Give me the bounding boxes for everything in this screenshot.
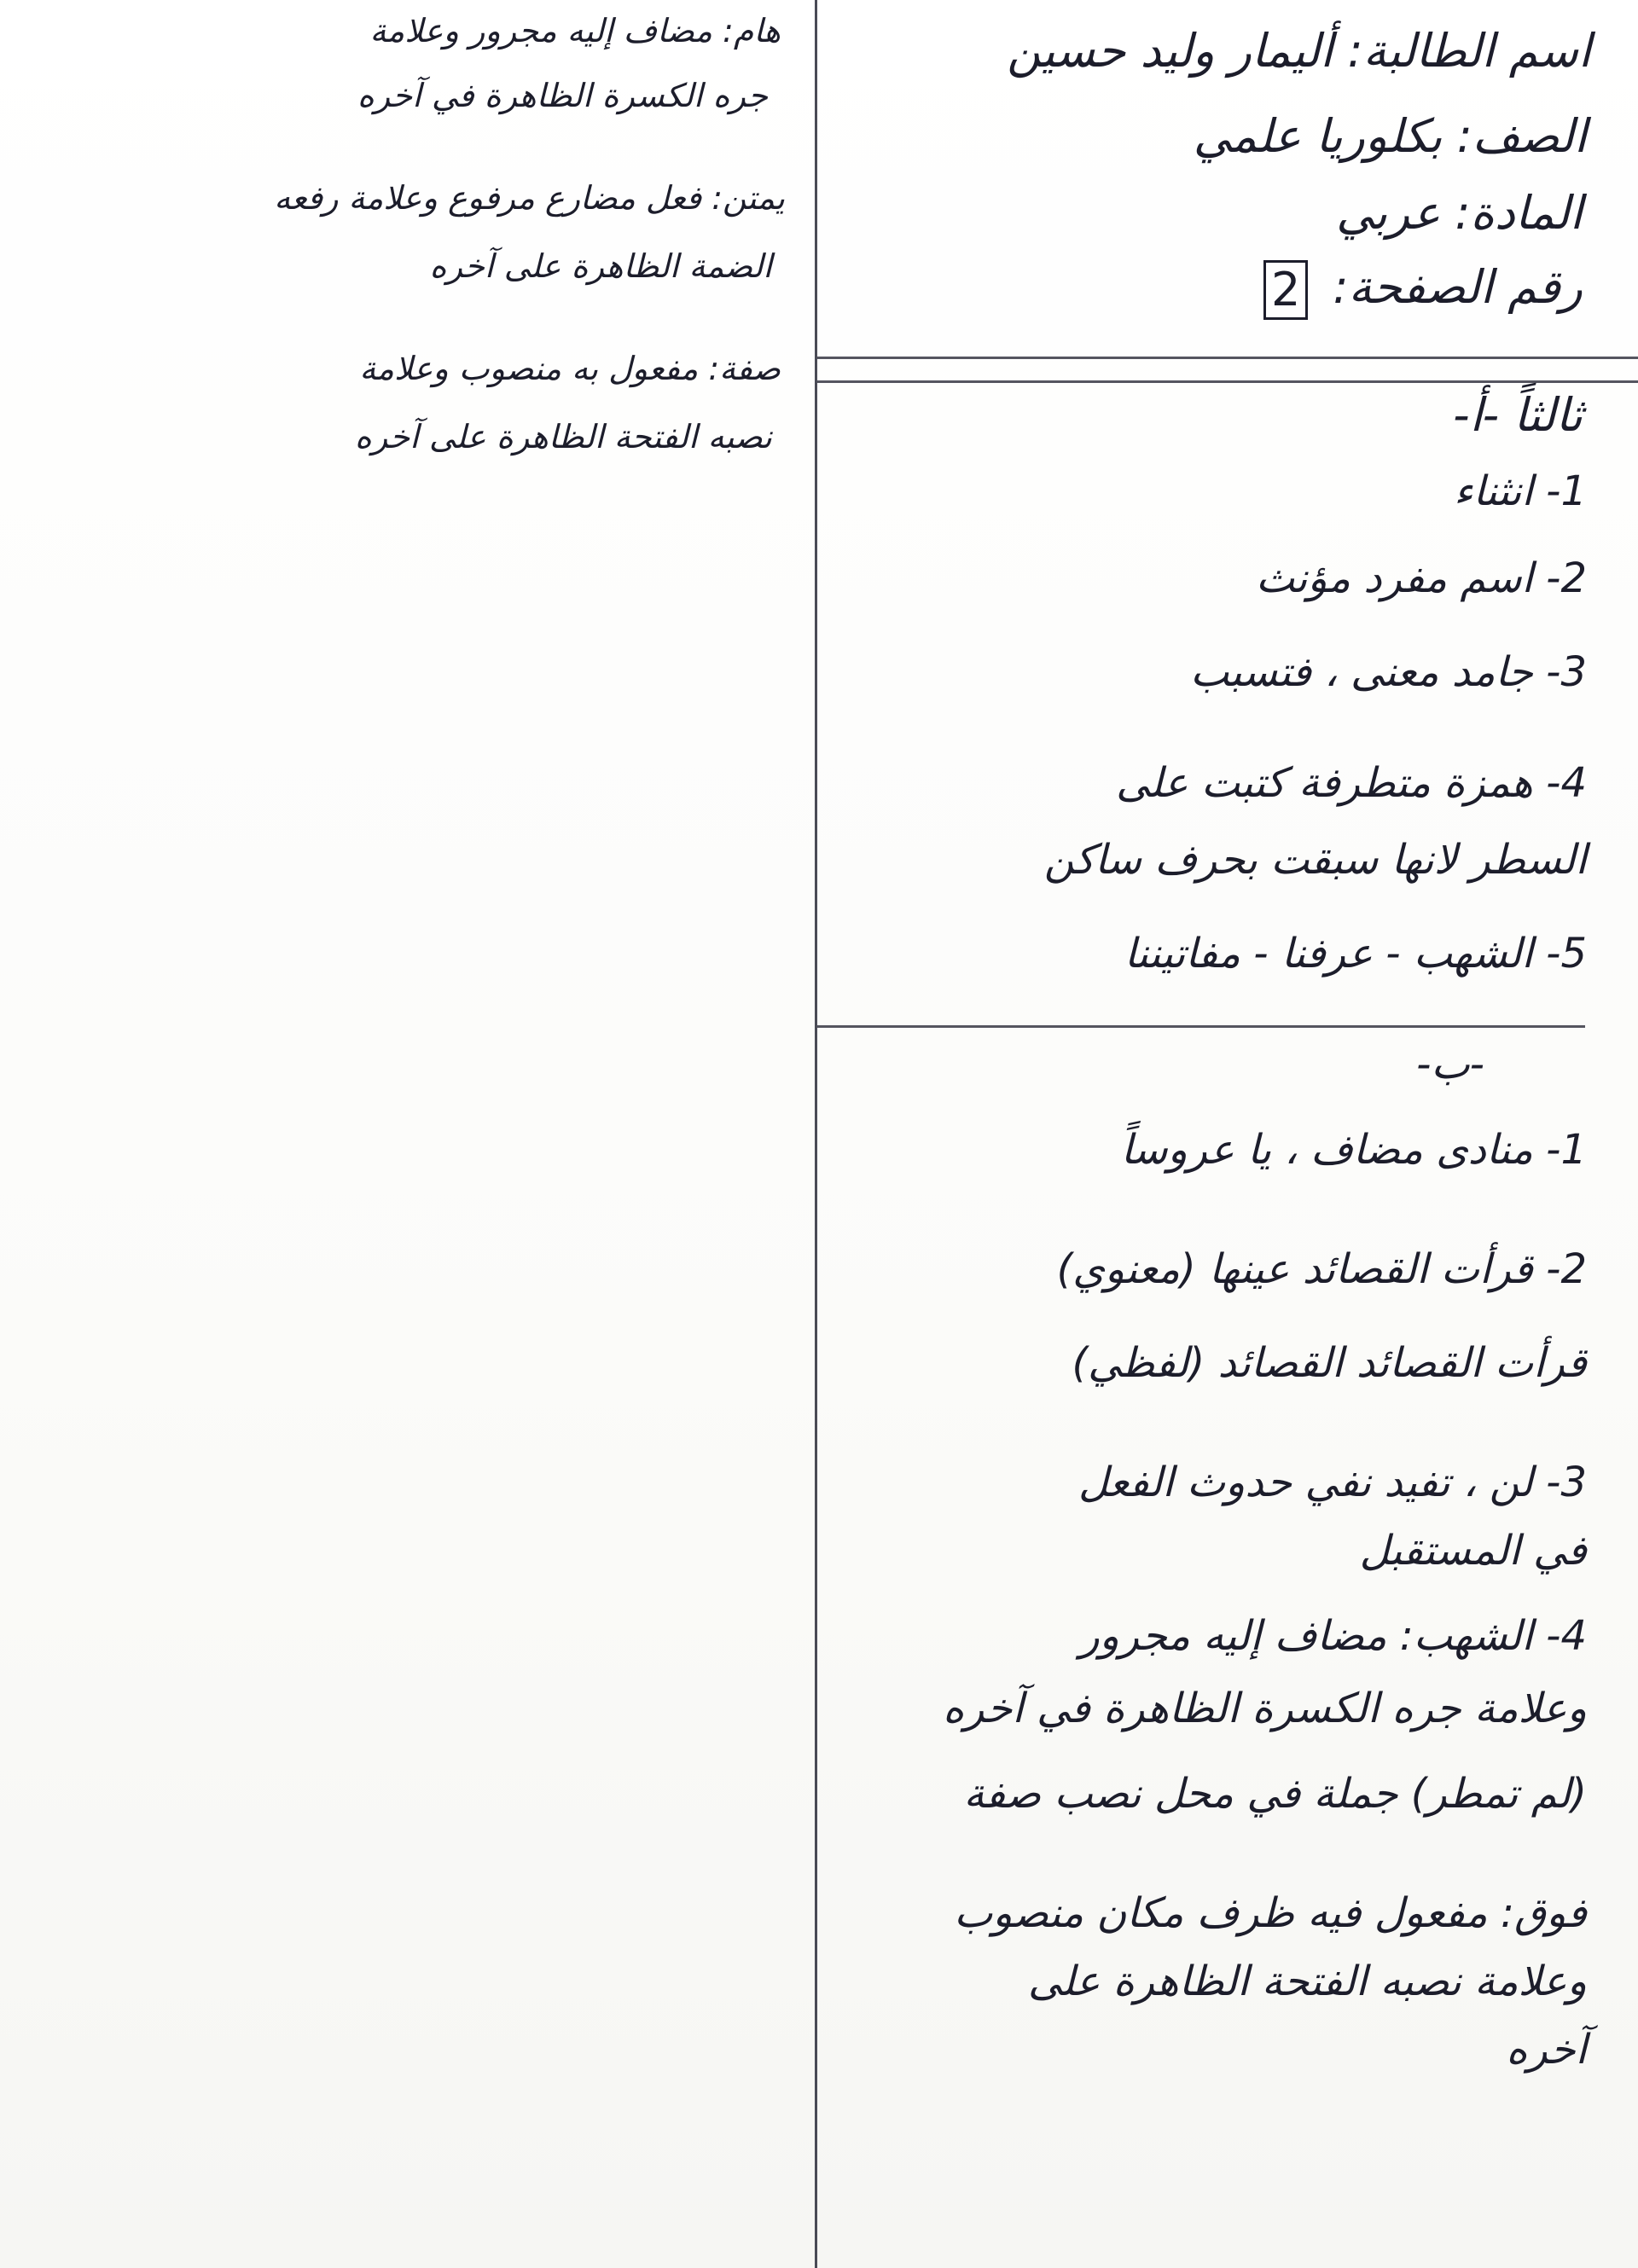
section-b-item-5-end: آخره (1506, 2026, 1587, 2074)
section-a-item-3: 3- جامد معنى ، فتسبب (1190, 648, 1587, 696)
section-b-item-3-cont: في المستقبل (1359, 1527, 1587, 1575)
page-number-line: رقم الصفحة: 2 (1263, 260, 1583, 320)
subject-line: المادة: عربي (1336, 186, 1583, 240)
student-label: اسم الطالبة (1362, 24, 1591, 78)
header-divider (817, 357, 1638, 359)
student-name: أليمار وليد حسين (1007, 24, 1333, 78)
left-item-3: صفة: مفعول به منصوب وعلامة (359, 350, 781, 387)
section-b-item-1: 1- منادى مضاف ، يا عروساً (1120, 1126, 1587, 1174)
section-a-item-1: 1- انثناء (1454, 467, 1587, 515)
subject-label: المادة (1470, 186, 1583, 240)
section-b-item-3: 3- لن ، تفيد نفي حدوث الفعل (1077, 1459, 1587, 1506)
class-value: بكلوريا علمي (1193, 109, 1443, 163)
left-item-1-cont: جره الكسرة الظاهرة في آخره (357, 77, 768, 114)
section-a-item-4: 4- همزة متطرفة كتبت على (1116, 759, 1587, 807)
section-b-item-4-clause: (لم تمطر) جملة في محل نصب صفة (963, 1770, 1587, 1818)
column-divider (815, 0, 817, 2268)
section-a-item-5: 5- الشهب - عرفنا - مفاتيننا (1124, 930, 1587, 977)
class-label: الصف (1472, 109, 1587, 163)
left-item-2: يمتن: فعل مضارع مرفوع وعلامة رفعه (274, 179, 785, 217)
page-number-box: 2 (1263, 260, 1308, 320)
section-b-item-4: 4- الشهب: مضاف إليه مجرور (1079, 1612, 1587, 1660)
left-item-3-cont: نصبه الفتحة الظاهرة على آخره (354, 418, 772, 455)
class-line: الصف: بكلوريا علمي (1193, 109, 1587, 163)
section-b-item-5-cont: وعلامة نصبه الفتحة الظاهرة على (1027, 1958, 1587, 2005)
section-a-item-4-cont: السطر لانها سبقت بحرف ساكن (1043, 836, 1587, 884)
student-name-line: اسم الطالبة: أليمار وليد حسين (1007, 24, 1591, 78)
section-divider-mid (817, 1025, 1585, 1028)
subject-value: عربي (1336, 186, 1441, 240)
section-a-heading: ثالثاً -أ- (1453, 388, 1583, 442)
page-label: رقم الصفحة (1348, 260, 1583, 314)
left-item-1: هام: مضاف إليه مجرور وعلامة (369, 12, 781, 49)
section-b-item-5: فوق: مفعول فيه ظرف مكان منصوب (954, 1889, 1587, 1937)
section-b-item-2-cont: قرأت القصائد القصائد (لفظي) (1072, 1339, 1587, 1387)
section-divider-top (817, 380, 1638, 383)
section-b-item-4-cont: وعلامة جره الكسرة الظاهرة في آخره (943, 1685, 1587, 1732)
left-item-2-cont: الضمة الظاهرة على آخره (429, 247, 772, 285)
section-b-heading: -ب- (1416, 1041, 1484, 1088)
section-a-item-2: 2- اسم مفرد مؤنث (1256, 554, 1587, 602)
section-b-item-2: 2- قرأت القصائد عينها (معنوي) (1056, 1245, 1587, 1293)
